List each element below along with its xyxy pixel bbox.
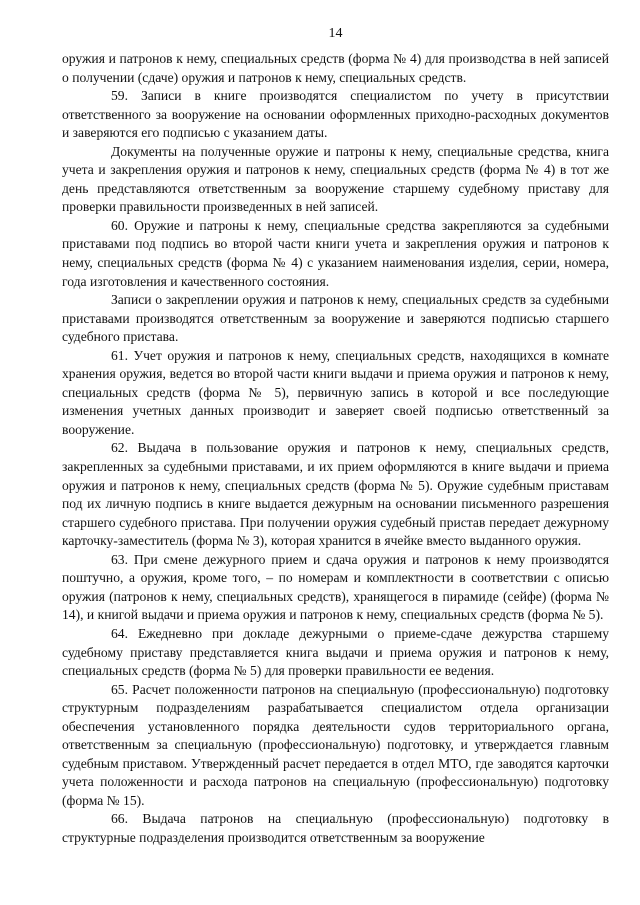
paragraph-59: 59. Записи в книге производятся специалистом по учету в присутствии ответственного за вооружение на основании оформленных приходно-расходных документов и заверяются его подписью с указанием даты. bbox=[62, 88, 609, 141]
paragraph-64: 64. Ежедневно при докладе дежурными о приеме-сдаче дежурства старшему судебному приставу представляется книга выдачи и приема оружия и патронов к нему, специальных средств (форма № 5) для проверки правильности ее ведения. bbox=[62, 625, 609, 679]
paragraph-60: 60. Оружие и патроны к нему, специальные средства закрепляются за судебными приставами под подпись во второй части книги учета и закрепления оружия и патронов к нему, специальных средств (форма № 4) с указанием наименования изделия, серии, номера, года изготовления и качественного состояния. bbox=[62, 217, 609, 289]
paragraph-documents: Документы на полученные оружие и патроны к нему, специальные средства, книга учета и закрепления оружия и патронов к нему, специальных средств (форма № 4) в тот же день представляются ответственным за вооружение старшему судебному приставу для проверки правильности произведенных в ней записей. bbox=[62, 143, 609, 215]
paragraph-65: 65. Расчет положенности патронов на специальную (профессиональную) подготовку структурным подразделениям разрабатывается специалистом отдела организации обеспечения установленного порядка деятельности судов территориального органа, ответственным за специальную (профессиональную) подготовку, и утверждается главным судебным приставом. Утвержденный расчет передается в отдел МТО, где заводятся карточки учета положенности и расхода патронов на специальную (профессиональную) подготовку (форма № 15). bbox=[62, 681, 609, 808]
document-body bbox=[62, 50, 609, 848]
paragraph-63: 63. При смене дежурного прием и сдача оружия и патронов к нему производятся поштучно, а оружия, кроме того, – по номерам и комплектности в соответствии с описью оружия (патронов к нему, специальных средств), хранящегося в пирамиде (сейфе) (форма № 14), и книгой выдачи и приема оружия и патронов к нему, специальных средств (форма № 5). bbox=[62, 551, 609, 623]
paragraph-records: Записи о закреплении оружия и патронов к нему, специальных средств за судебными приставами производятся ответственным за вооружение и заверяются подписью старшего судебного пристава. bbox=[62, 292, 609, 345]
page-number: 14 bbox=[328, 26, 343, 41]
paragraph-62: 62. Выдача в пользование оружия и патронов к нему, специальных средств, закрепленных за судебными приставами, и их прием оформляются в книге выдачи и приема оружия и патронов к нему, специальных средств (форма № 5). Оружие судебным приставам под их личную подпись в книге выдается дежурным на основании письменного разрешения старшего судебного пристава. При получении оружия судебный пристав передает дежурному карточку-заместитель (форма № 3), которая хранится в ячейке вместо выданного оружия. bbox=[62, 440, 609, 549]
paragraph-66: 66. Выдача патронов на специальную (профессиональную) подготовку в структурные подразделения производится ответственным за вооружение bbox=[62, 811, 609, 845]
paragraph-61: 61. Учет оружия и патронов к нему, специальных средств, находящихся в комнате хранения оружия, ведется во второй части книги выдачи и приема оружия и патронов к нему, специальных средств (форма № 5), первичную запись в которой и все последующие изменения учетных данных производит и заверяет своей подписью ответственный за вооружение. bbox=[62, 347, 609, 437]
paragraph-continuation: оружия и патронов к нему, специальных средств (форма № 4) для производства в ней записей о получении (сдаче) оружия и патронов к нему, специальных средств. bbox=[62, 51, 609, 85]
